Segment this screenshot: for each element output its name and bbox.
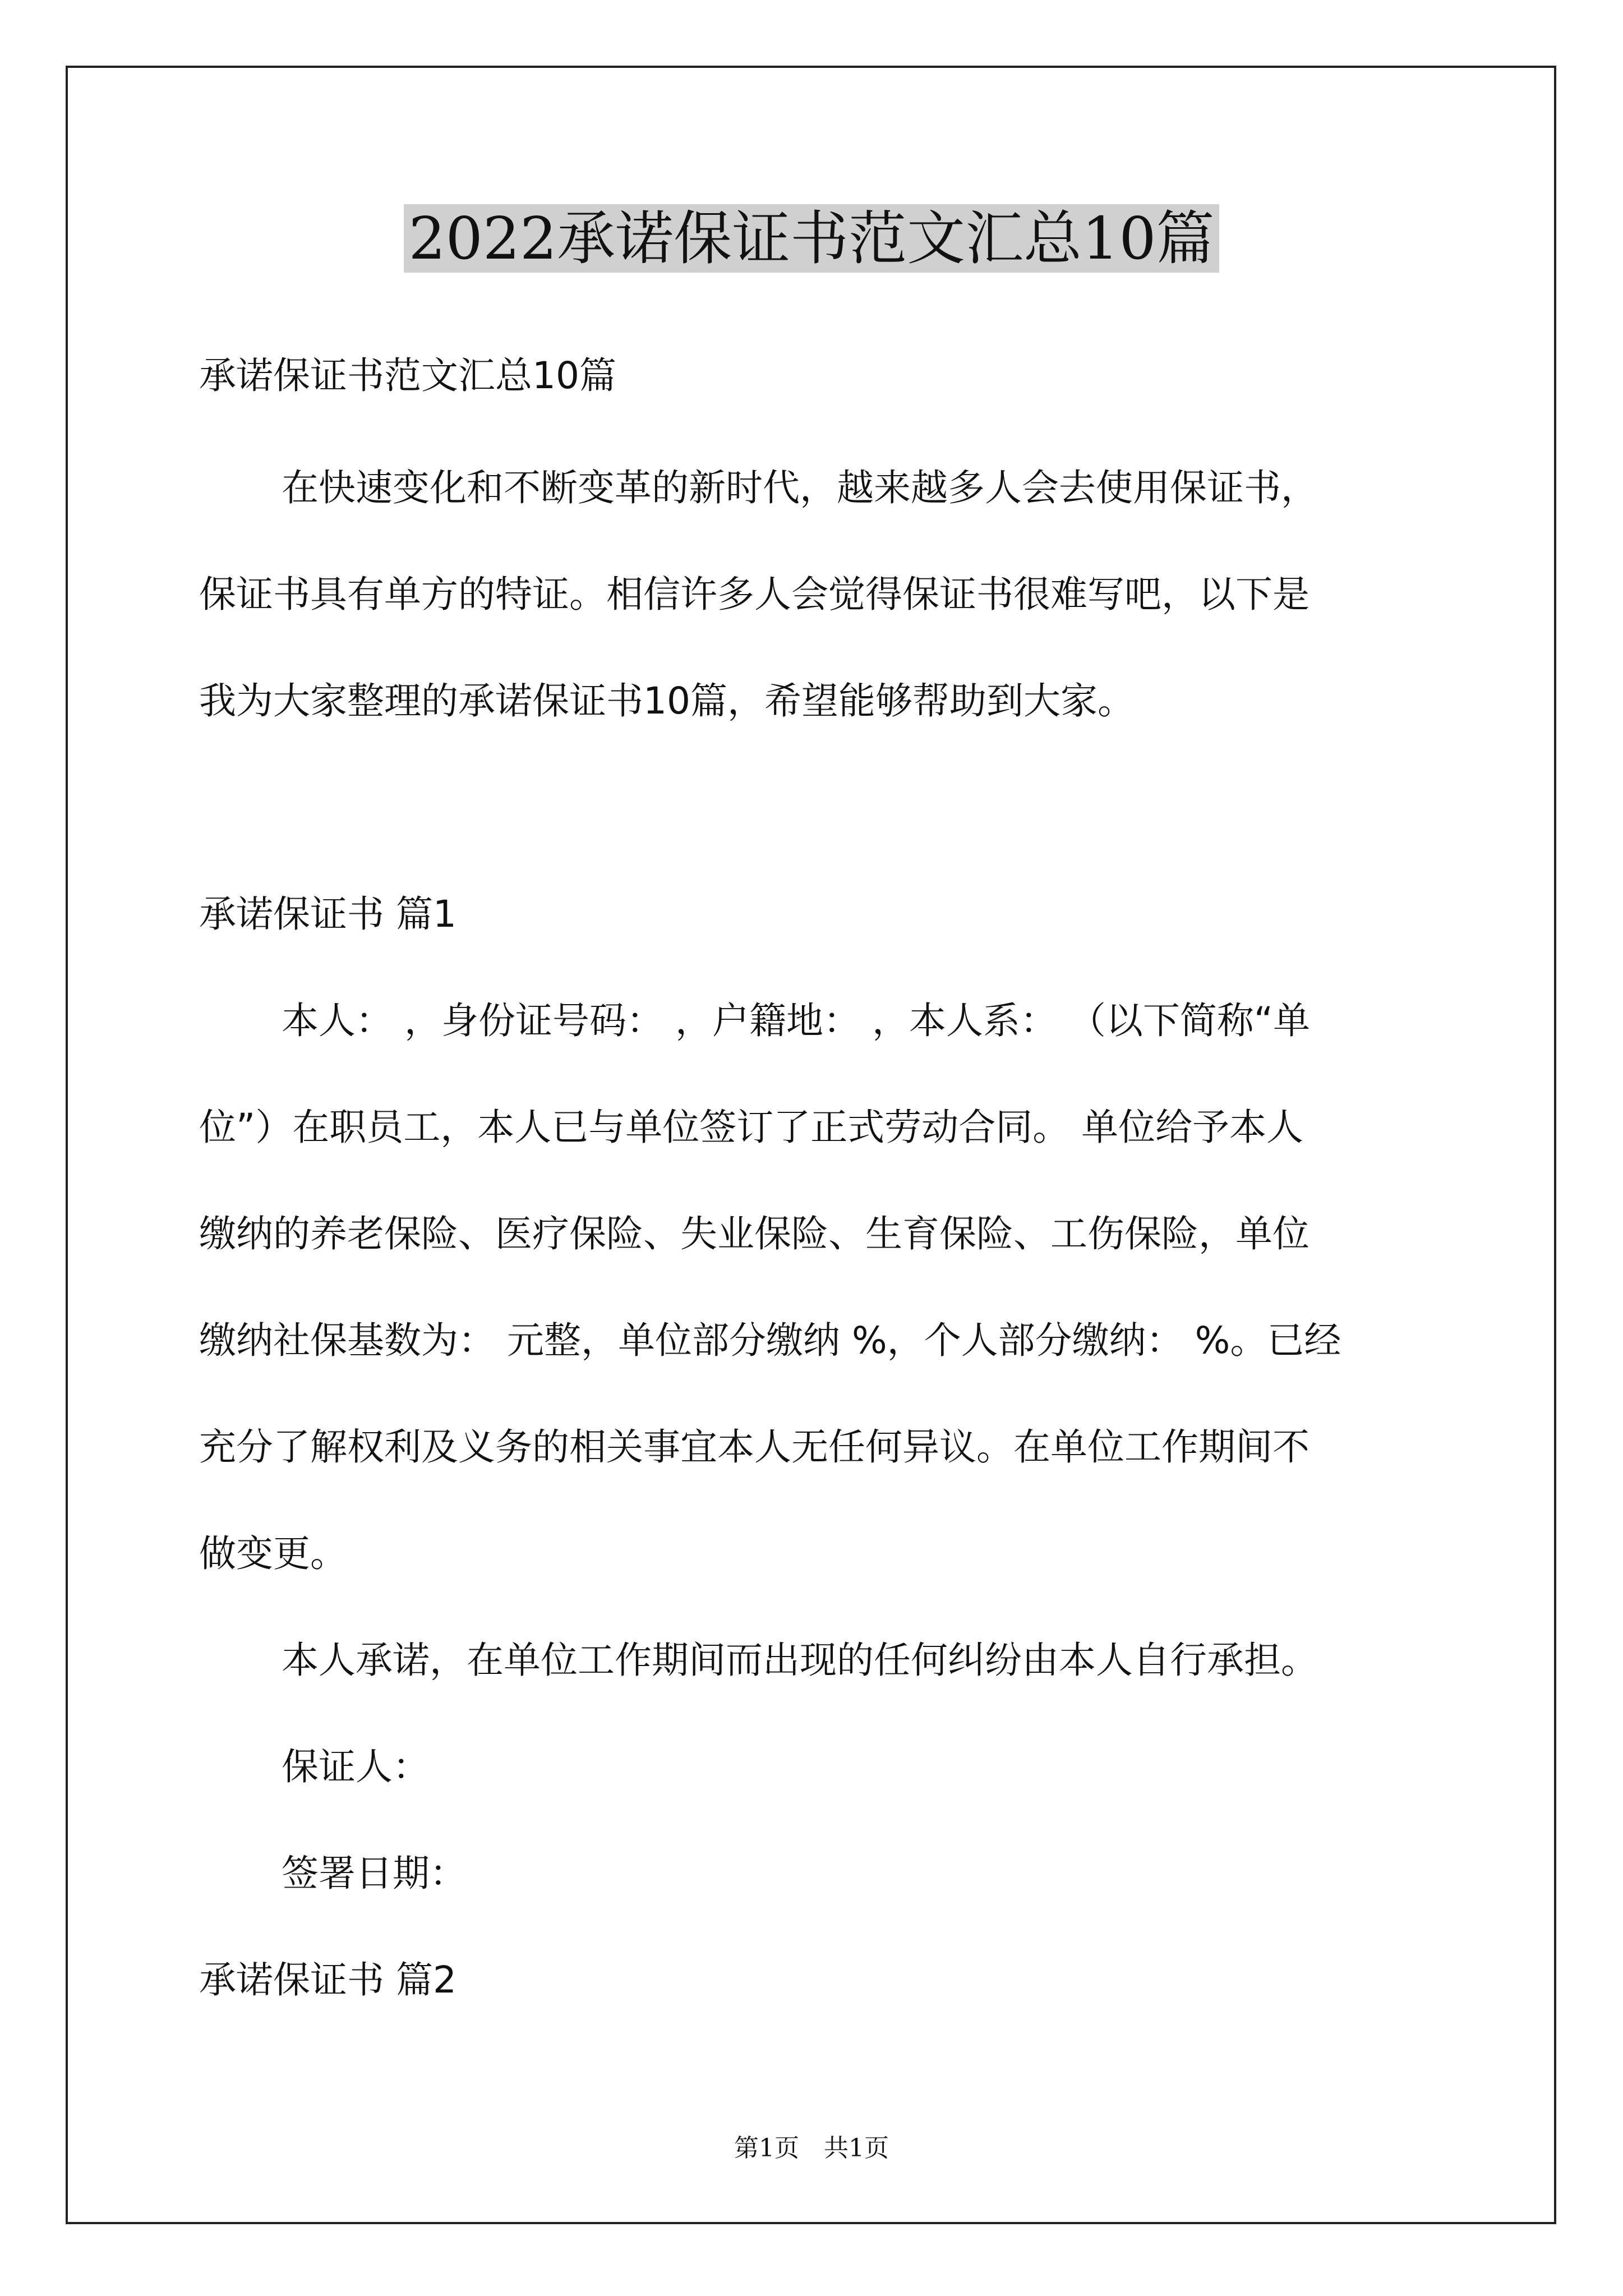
section-1-paragraph-line-3: 缴纳的养老保险、医疗保险、失业保险、生育保险、工伤保险，单位 <box>199 1212 1310 1255</box>
intro-line-1: 在快速变化和不断变革的新时代，越来越多人会去使用保证书， <box>282 466 1318 509</box>
guarantor-label: 保证人： <box>282 1745 430 1788</box>
intro-line-2: 保证书具有单方的特证。相信许多人会觉得保证书很难写吧，以下是 <box>199 573 1310 616</box>
section-2-heading: 承诺保证书 篇2 <box>199 1958 457 2001</box>
section-1-promise: 本人承诺，在单位工作期间而出现的任何纠纷由本人自行承担。 <box>282 1639 1318 1682</box>
document-subtitle: 承诺保证书范文汇总10篇 <box>199 354 616 397</box>
section-1-paragraph-line-5: 充分了解权利及义务的相关事宜本人无任何异议。在单位工作期间不 <box>199 1425 1310 1469</box>
document-title-text: 2022承诺保证书范文汇总10篇 <box>404 204 1219 273</box>
page-footer: 第1页 共1页 <box>734 2134 889 2162</box>
intro-line-3: 我为大家整理的承诺保证书10篇，希望能够帮助到大家。 <box>199 679 1135 723</box>
section-1-paragraph-line-4: 缴纳社保基数为： 元整，单位部分缴纳 %，个人部分缴纳： %。已经 <box>199 1319 1341 1362</box>
section-1-paragraph-line-6: 做变更。 <box>199 1532 347 1575</box>
section-1-paragraph-line-1: 本人： ，身份证号码： ，户籍地： ，本人系： （以下简称“单 <box>282 999 1311 1042</box>
signing-date-label: 签署日期： <box>282 1852 467 1895</box>
section-1-paragraph-line-2: 位”）在职员工，本人已与单位签订了正式劳动合同。 单位给予本人 <box>199 1106 1304 1149</box>
document-title <box>0 199 1623 278</box>
section-1-heading: 承诺保证书 篇1 <box>199 892 457 936</box>
